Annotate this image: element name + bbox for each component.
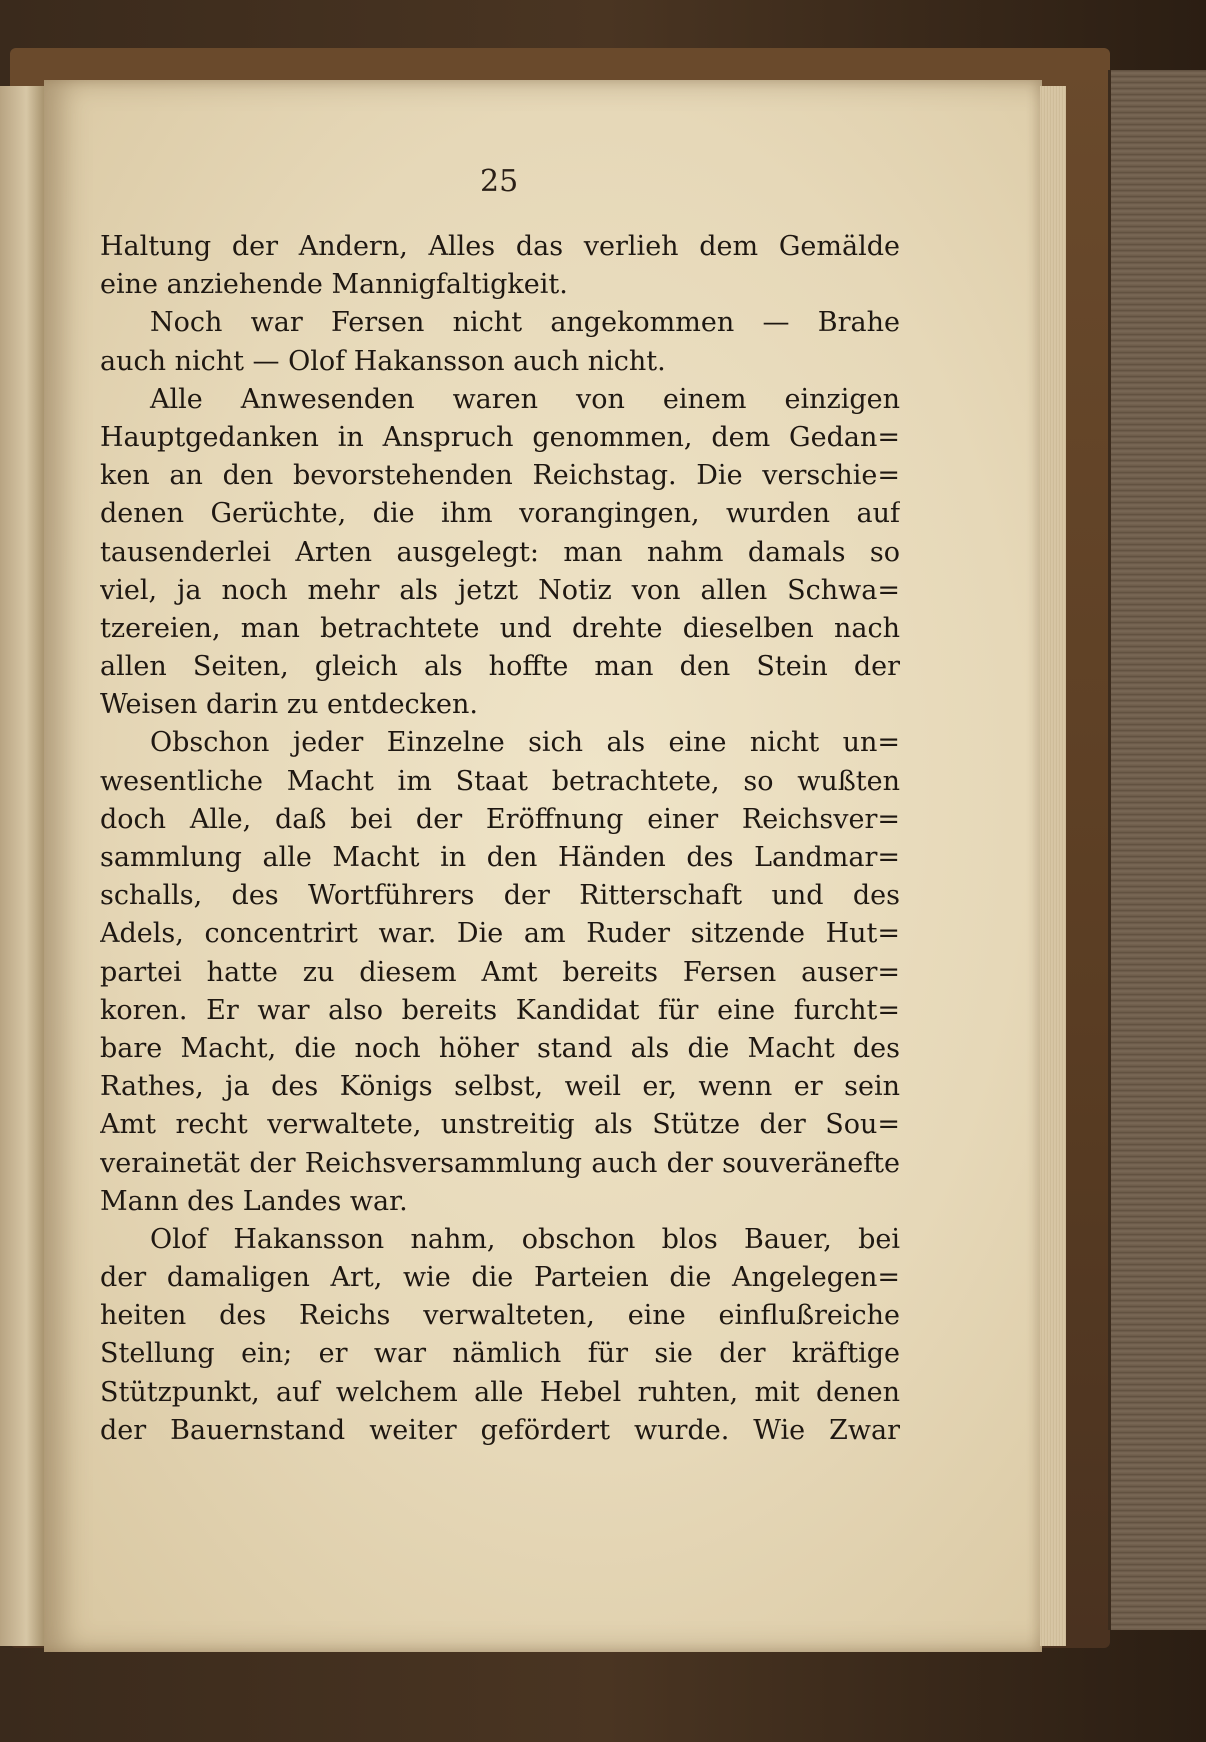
text-line: der Bauernstand weiter gefördert wurde. Wie Zwar bbox=[100, 1414, 900, 1446]
text-line: auch nicht — Olof Hakansson auch nicht. bbox=[100, 345, 666, 377]
text-line: Haltung der Andern, Alles das verlieh dem Gemälde bbox=[100, 231, 900, 262]
text-line: der damaligen Art, wie die Parteien die Angelegen= bbox=[100, 1262, 900, 1294]
text-line: schalls, des Wortführers der Ritterschaft und des bbox=[100, 880, 900, 912]
text-line: partei hatte zu diesem Amt bereits Fersen auser= bbox=[100, 956, 900, 988]
page-text bbox=[100, 228, 900, 1450]
text-line: Mann des Landes war. bbox=[100, 1185, 408, 1217]
book-spine-edge bbox=[1108, 70, 1206, 1630]
text-line: Weisen darin zu entdecken. bbox=[100, 689, 478, 721]
text-line: wesentliche Macht im Staat betrachtete, so wußten bbox=[100, 765, 900, 797]
text-line: viel, ja noch mehr als jetzt Notiz von allen Schwa= bbox=[100, 574, 900, 606]
text-line: Alle Anwesenden waren von einem einzigen bbox=[150, 383, 900, 415]
text-line: Obschon jeder Einzelne sich als eine nicht un= bbox=[150, 727, 900, 759]
text-line: Olof Hakansson nahm, obschon blos Bauer, bei bbox=[150, 1223, 900, 1255]
text-line: doch Alle, daß bei der Eröffnung einer Reichsver= bbox=[100, 803, 900, 835]
page-stack-edges bbox=[1040, 86, 1066, 1646]
text-line: denen Gerüchte, die ihm vorangingen, wurden auf bbox=[100, 498, 900, 530]
text-line: sammlung alle Macht in den Händen des Landmar= bbox=[100, 842, 900, 873]
text-line: Hauptgedanken in Anspruch genommen, dem Gedan= bbox=[100, 421, 900, 453]
text-line: Stellung ein; er war nämlich für sie der kräftige bbox=[100, 1338, 900, 1370]
text-line: koren. Er war also bereits Kandidat für eine furcht= bbox=[100, 994, 900, 1026]
text-line: heiten des Reichs verwalteten, eine einflußreiche bbox=[100, 1300, 900, 1332]
page-number: 25 bbox=[480, 164, 519, 199]
text-line: ken an den bevorstehenden Reichstag. Die verschie= bbox=[100, 460, 900, 492]
text-line: verainetät der Reichsversammlung auch der souveränefte bbox=[100, 1147, 900, 1179]
text-line: bare Macht, die noch höher stand als die Macht des bbox=[100, 1032, 900, 1064]
text-line: Stützpunkt, auf welchem alle Hebel ruhten, mit denen bbox=[100, 1376, 900, 1408]
text-line: Rathes, ja des Königs selbst, weil er, wenn er sein bbox=[100, 1071, 900, 1103]
text-line: Adels, concentrirt war. Die am Ruder sitzende Hut= bbox=[100, 918, 900, 950]
text-line: tzereien, man betrachtete und drehte dieselben nach bbox=[100, 612, 900, 644]
text-line: eine anziehende Mannigfaltigkeit. bbox=[100, 269, 568, 301]
text-line: Amt recht verwaltete, unstreitig als Stütze der Sou= bbox=[100, 1109, 900, 1141]
text-line: allen Seiten, gleich als hoffte man den Stein der bbox=[100, 651, 900, 683]
text-line: Noch war Fersen nicht angekommen — Brahe bbox=[150, 307, 900, 339]
text-line: tausenderlei Arten ausgelegt: man nahm damals so bbox=[100, 536, 900, 568]
left-page-edge bbox=[0, 86, 44, 1646]
